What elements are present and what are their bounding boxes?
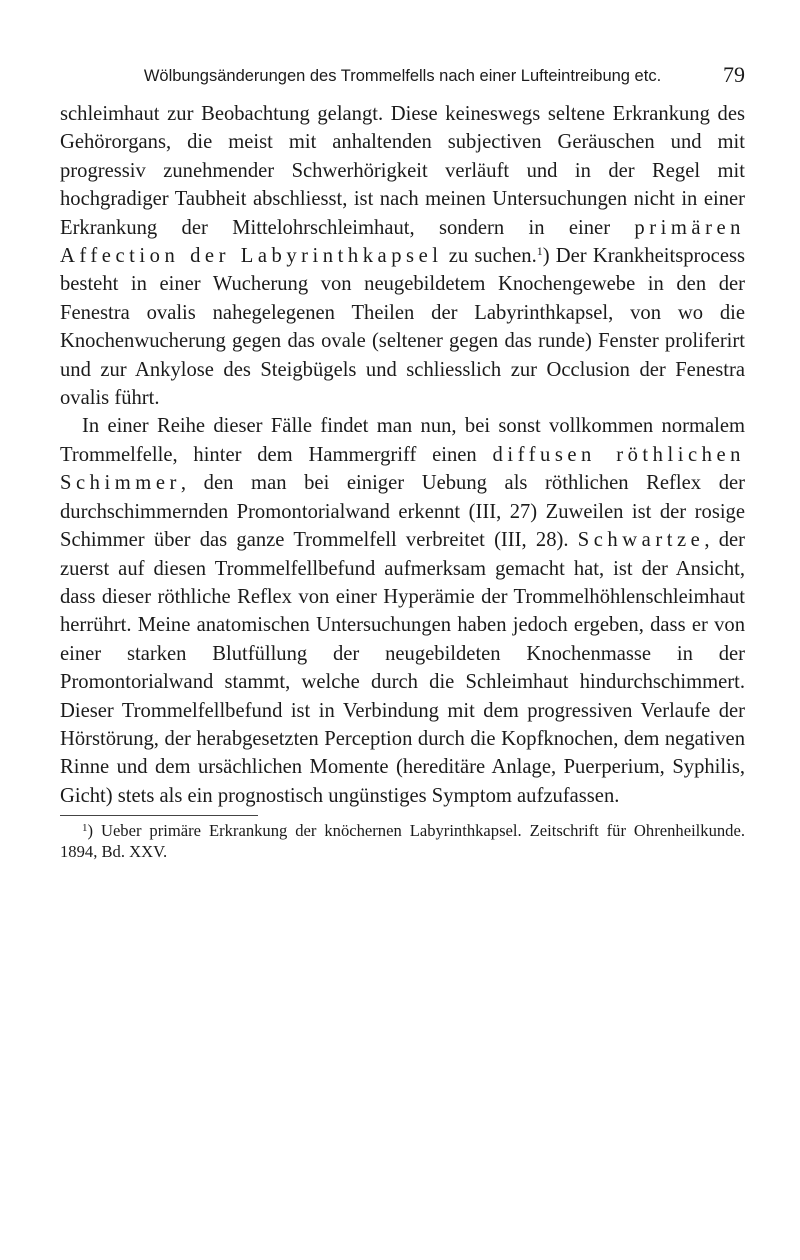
page-number: 79: [723, 62, 745, 87]
paragraph-1-text-c: ) Der Krankheitsprocess besteht in einer Wucherung von neugebildetem Knochengewebe in den der Fenestra ovalis nahegelegenen Theilen der Labyrinthkapsel, von wo die Knochenwucherung gegen das ovale (seltener gegen das runde) Fenster proliferirt und zur Ankylose des Steigbügels und schliesslich zur Occlusion der Fenestra ovalis führt.: [60, 245, 745, 410]
paragraph-2-text-b: , den man bei einiger Uebung als röthlichen Reflex der durchschimmernden Promontorialwand erkennt (III, 27) Zuweilen ist der rosige Schimmer über das ganze Trommelfell verbreitet (III, 28).: [60, 472, 745, 552]
paragraph-1: [60, 100, 745, 412]
footnote-text: ) Ueber primäre Erkrankung der knöchernen Labyrinthkapsel. Zeitschrift für Ohrenheilkunde. 1894, Bd. XXV.: [60, 821, 745, 862]
running-header: [60, 58, 745, 94]
paragraph-1-text-b: zu suchen.: [442, 245, 537, 268]
spaced-emphasis-schimmer: diffusen röthlichen Schimmer: [60, 443, 746, 495]
footnote-reference[interactable]: 1: [536, 244, 543, 259]
spaced-emphasis-labyrinthkapsel: primären Affection der Labyrinthkapsel: [60, 216, 745, 268]
running-title: Wölbungsänderungen des Trommelfells nach einer Lufteintreibung etc.: [143, 67, 662, 85]
footnote-marker: 1: [82, 822, 88, 835]
body-text: [60, 100, 745, 810]
paragraph-1-text-a: schleimhaut zur Beobachtung gelangt. Diese keineswegs seltene Erkrankung des Gehörorgans, die meist mit anhaltenden subjectiven Geräuschen und mit progressiv zunehmender Schwerhörigkeit verläuft und in der Regel mit hochgradiger Taubheit abschliesst, ist nach meinen Untersuchungen nicht in einer Erkrankung der Mittelohrschleimhaut, sondern in einer: [60, 103, 745, 239]
paragraph-2-text-a: In einer Reihe dieser Fälle findet man nun, bei sonst vollkommen normalem Trommelfelle, hinter dem Hammergriff einen: [60, 415, 745, 466]
spaced-emphasis-schwartze: Schwartze: [577, 529, 705, 552]
book-page: [60, 58, 745, 862]
footnote: [60, 820, 745, 862]
footnote-divider: [60, 815, 258, 816]
paragraph-2: [60, 412, 745, 810]
paragraph-2-text-c: , der zuerst auf diesen Trommelfellbefund aufmerksam gemacht hat, ist der Ansicht, dass dieser röthliche Reflex von einer Hyperämie der Trommelhöhlenschleimhaut herrührt. Meine anatomischen Untersuchungen haben jedoch ergeben, dass er von einer starken Blutfüllung der neugebildeten Knochenmasse in der Promontorialwand stammt, welche durch die Schleimhaut hindurchschimmert. Dieser Trommelfellbefund ist in Verbindung mit dem progressiven Verlaufe der Hörstörung, der herabgesetzten Perception durch die Kopfknochen, dem negativen Rinne und dem ursächlichen Momente (hereditäre Anlage, Puerperium, Syphilis, Gicht) stets als ein prognostisch ungünstiges Symptom aufzufassen.: [60, 529, 746, 807]
